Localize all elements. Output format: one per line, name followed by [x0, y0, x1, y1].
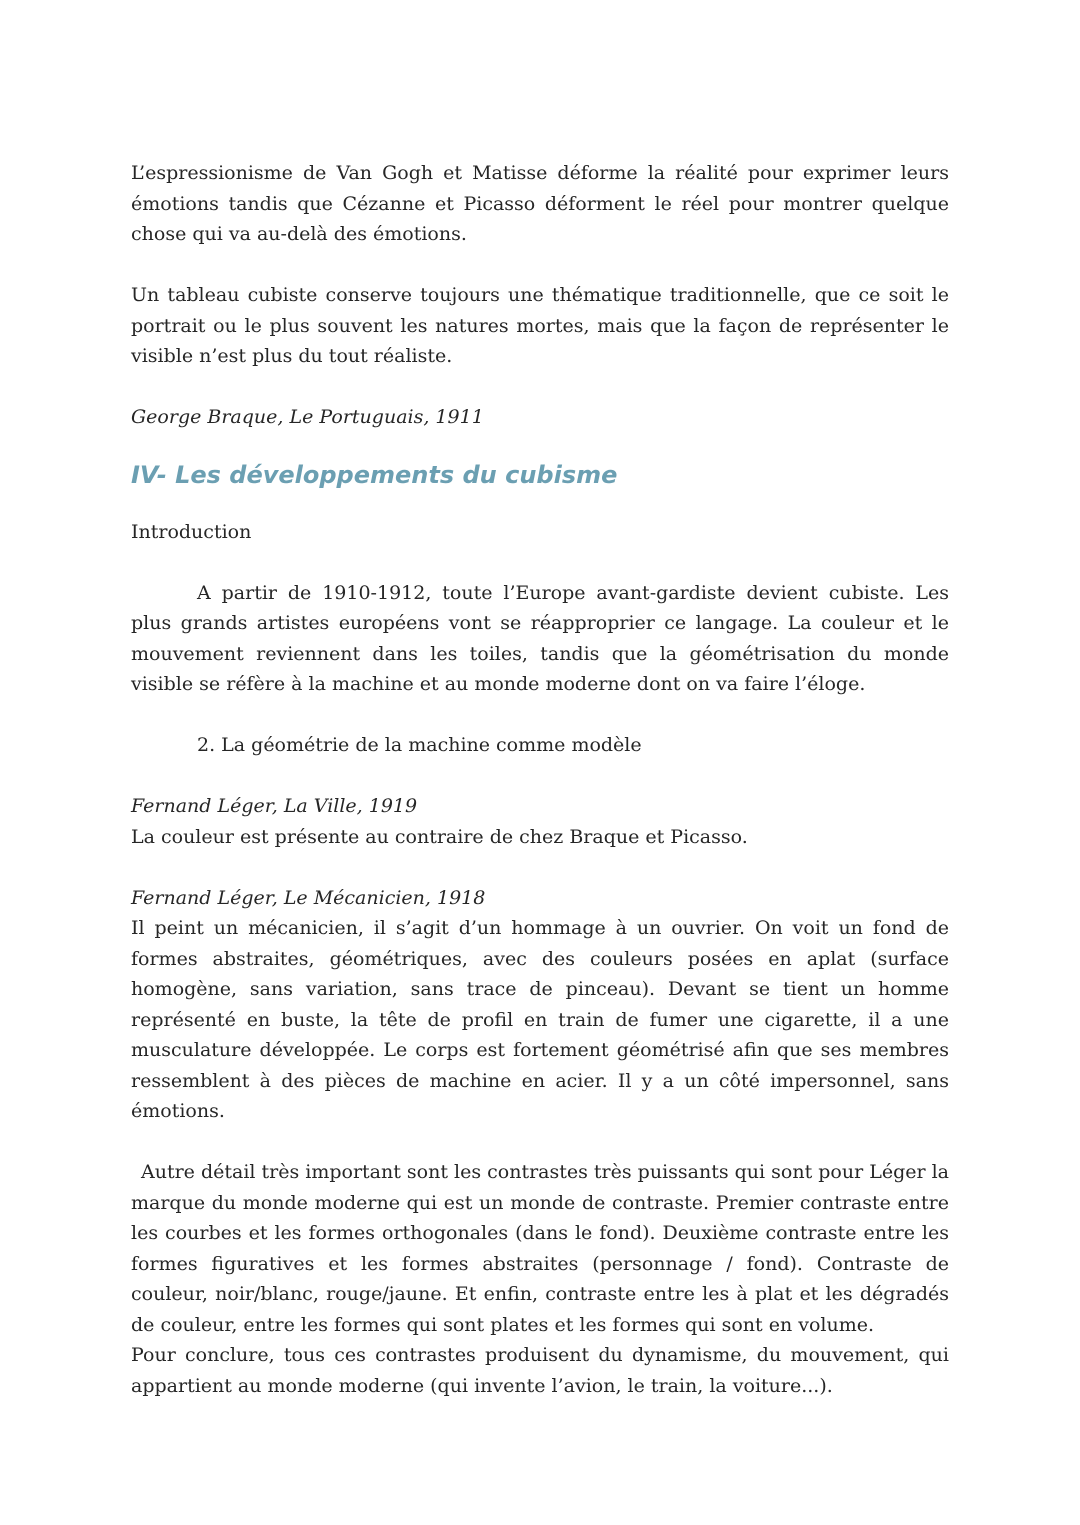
- paragraph-ville: La couleur est présente au contraire de chez Braque et Picasso.: [131, 825, 748, 848]
- paragraph-cubist-painting: Un tableau cubiste conserve toujours une thématique traditionnelle, que ce soit le portrait ou le plus souvent les natures mortes, mais que la façon de représenter le visible n’est plus du tout réaliste.: [131, 284, 949, 367]
- subsection-item: 2. La géométrie de la machine comme modèle: [197, 734, 642, 756]
- introduction-label: Introduction: [131, 520, 252, 543]
- artwork-reference-leger-ville: Fernand Léger, La Ville, 1919: [131, 795, 418, 817]
- artwork-reference-leger-mecanicien: Fernand Léger, Le Mécanicien, 1918: [131, 886, 486, 909]
- paragraph-contrastes: Autre détail très important sont les contrastes très puissants qui sont pour Léger la marque du monde moderne qui est un monde de contraste. Premier contraste entre les courbes et les formes orthogonales (dans le fond). Deuxième contraste entre les formes figuratives et les formes abstraites (personnage / fond). Contraste de couleur, noir/blanc, rouge/jaune. Et enfin, contraste entre les à plat et les dégradés de couleur, entre les formes qui sont plates et les formes qui sont en volume.: [131, 1161, 950, 1336]
- section-heading: IV- Les développements du cubisme: [131, 460, 618, 489]
- paragraph-introduction: A partir de 1910-1912, toute l’Europe avant-gardiste devient cubiste. Les plus grands artistes européens vont se réapproprier ce langage. La couleur et le mouvement reviennent dans les toiles, tandis que la géométrisation du monde visible se réfère à la machine et au monde moderne dont on va faire l’éloge.: [131, 581, 949, 695]
- paragraph-conclusion: Pour conclure, tous ces contrastes produisent du dynamisme, du mouvement, qui appartient au monde moderne (qui invente l’avion, le train, la voiture...).: [131, 1344, 949, 1397]
- document-page: [131, 158, 949, 1401]
- paragraph-mecanicien: Il peint un mécanicien, il s’agit d’un hommage à un ouvrier. On voit un fond de formes abstraites, géométriques, avec des couleurs posées en aplat (surface homogène, sans variation, sans trace de pinceau). Devant se tient un homme représenté en buste, la tête de profil en train de fumer une cigarette, il a une musculature développée. Le corps est fortement géométrisé afin que ses membres ressemblent à des pièces de machine en acier. Il y a un côté impersonnel, sans émotions.: [131, 917, 949, 1122]
- paragraph-expressionism: L’espressionisme de Van Gogh et Matisse déforme la réalité pour exprimer leurs émotions tandis que Cézanne et Picasso déforment le réel pour montrer quelque chose qui va au-delà des émotions.: [131, 162, 949, 245]
- artwork-reference-braque: George Braque, Le Portuguais, 1911: [131, 406, 484, 428]
